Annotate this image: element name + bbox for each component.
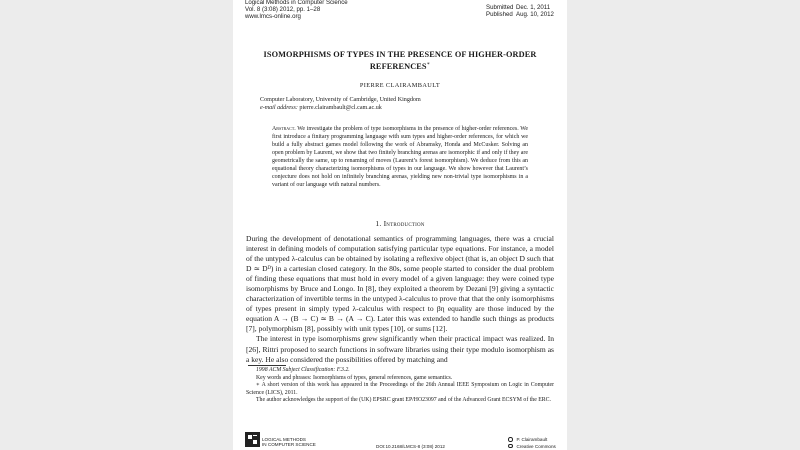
footer-journal	[262, 437, 316, 447]
author-name: PIERRE CLAIRAMBAULT	[359, 82, 441, 89]
section-number: 1.	[375, 219, 382, 228]
footnotes	[246, 367, 554, 405]
footer-journal-line-2: IN COMPUTER SCIENCE	[262, 442, 316, 447]
published-date: Aug. 10, 2012	[516, 10, 554, 18]
body-text	[246, 234, 554, 365]
dates-header	[486, 5, 554, 19]
journal-url[interactable]: www.lmcs-online.org	[245, 12, 301, 20]
body-paragraph-1: During the development of denotational semantics of programming languages, there was a crucial interest in defining models of computation satisfying particular type equations. For instance, a model of the untyped λ-calculus can be obtained by isolating a reflexive object (that is, an object D such that D ≃ Dᴰ) in a cartesian closed category. In the 80s, some people started to consider the dual problem of finding these equations that must hold in every model of a given language: they were coined type isomorphisms by Bruce and Longo. In [8], they exploited a theorem by Dezani [9] giving a syntactic characterization of invertible terms in the untyped λ-calculus to prove that that the only isomorphisms of types present in simply typed λ-calculus with respect to βη equality are those induced by the equation A → (B → C) ≃ B → (A → C). Later this was extended to handle such things as products [7], polymorphism [8], possibly with unit types [10], or sums [12].	[246, 234, 554, 334]
abstract	[272, 126, 528, 190]
footnote-keywords: Key words and phrases: Isomorphisms of types, general references, game semantics.	[256, 374, 453, 381]
footer-license	[508, 437, 556, 450]
footnote-rule	[248, 365, 286, 366]
footer-journal-line-1: LOGICAL METHODS	[262, 437, 306, 442]
email-label: e-mail address	[260, 104, 296, 111]
body-paragraph-2: The interest in type isomorphisms grew significantly when their practical impact was realized. In [26], Rittri proposed to search functions in software libraries using their type modulo isomorphism as a key. He also considered the possibilities offered by matching and	[246, 334, 554, 364]
footer-copyright: P. Clairambault	[516, 437, 548, 442]
lmcs-logo-icon	[245, 432, 260, 447]
section-title: Introduction	[383, 219, 425, 228]
paper-page	[233, 0, 567, 450]
abstract-label: Abstract.	[272, 126, 296, 132]
submitted-label: Submitted	[486, 4, 514, 11]
footnote-short-version: ∗ A short version of this work has appeared in the Proceedings of the 26th Annual IEEE Symposium on Logic in Computer Science (LICS), 2011.	[246, 382, 554, 396]
copyright-icon	[508, 437, 513, 442]
footnote-funding: The author acknowledges the support of the (UK) EPSRC grant EP/HO23097 and of the Advanced Grant ECSYM of the ERC.	[256, 397, 551, 404]
title-line-1: ISOMORPHISMS OF TYPES IN THE PRESENCE OF HIGHER-ORDER	[263, 50, 537, 59]
section-heading	[241, 219, 559, 228]
title-footnote-mark: ∗	[426, 61, 431, 67]
creative-commons-icon	[508, 444, 513, 449]
affiliation: Computer Laboratory, University of Cambridge, United Kingdom	[260, 97, 421, 103]
journal-volume: Vol. 8 (3:08) 2012, pp. 1–28	[245, 5, 321, 13]
footnote-acm: 1998 ACM Subject Classification: F.3.2.	[256, 367, 350, 373]
paper-title	[241, 50, 559, 71]
email-address[interactable]: pierre.clairambault@cl.cam.ac.uk	[299, 104, 382, 111]
journal-header	[245, 0, 348, 20]
footer-doi[interactable]: DOI:10.2168/LMCS-8 (3:08) 2012	[376, 444, 445, 449]
footer-cc[interactable]: Creative Commons	[516, 443, 556, 449]
submitted-date: Dec. 1, 2011	[516, 4, 551, 11]
affiliation-block: Computer Laboratory, University of Cambridge, United Kingdom e-mail address: pierre.clairambault@cl.cam.ac.uk	[260, 97, 421, 111]
journal-name: Logical Methods in Computer Science	[245, 0, 348, 6]
abstract-text: We investigate the problem of type isomorphisms in the presence of higher-order references. We first introduce a finitary programming language with sum types and higher-order references, for which we build a fully abstract games model following the work of Abramsky, Honda and McCusker. Solving an open problem by Laurent, we show that two finitely branching arenas are isomorphic if and only if they are geometrically the same, up to renaming of moves (Laurent’s forest isomorphism). We deduce from this an equational theory characterizing isomorphisms of types in our language. We show however that Laurent’s conjecture does not hold on infinitely branching arenas, yielding new non-trivial type isomorphisms in a variant of our language with natural numbers.	[272, 126, 528, 188]
title-line-2: REFERENCES	[369, 61, 427, 71]
published-label: Published	[486, 10, 513, 18]
